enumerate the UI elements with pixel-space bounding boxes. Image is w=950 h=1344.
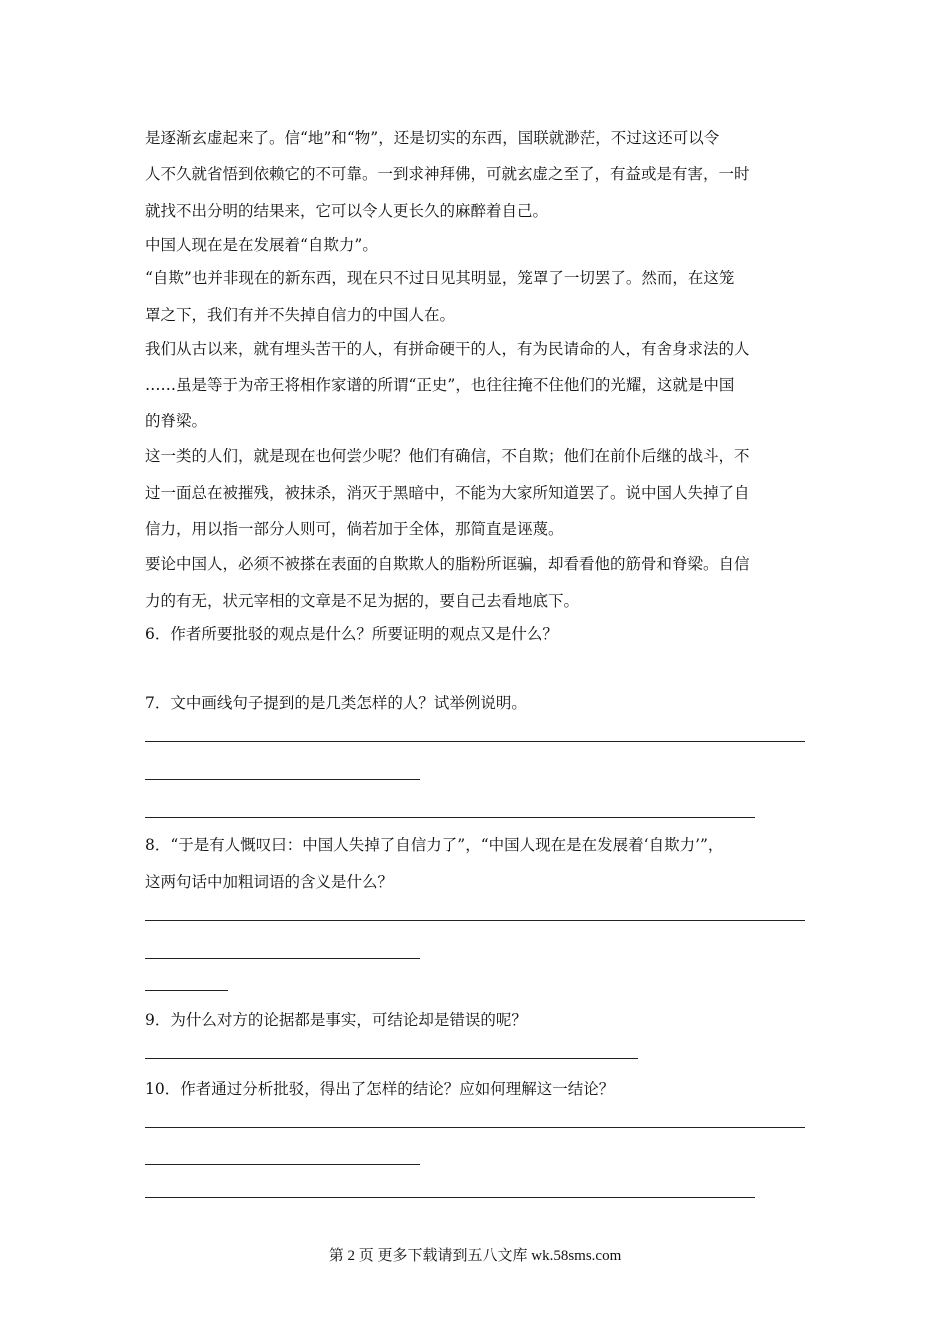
passage-line: 力的有无，状元宰相的文章是不足为据的，要自己去看地底下。 (145, 592, 580, 610)
question-9: 9．为什么对方的论据都是事实，可结论却是错误的呢？ (145, 1011, 527, 1029)
answer-line[interactable] (145, 1164, 420, 1165)
answer-line[interactable] (145, 990, 228, 991)
passage-line: 要论中国人，必须不被搽在表面的自欺欺人的脂粉所诓骗，却看看他的筋骨和脊梁。自信 (145, 555, 750, 573)
question-8-continued: 这两句话中加粗词语的含义是什么？ (145, 873, 394, 891)
page-footer: 第 2 页 更多下载请到五八文库 wk.58sms.com (328, 1248, 622, 1264)
passage-line: 信力，用以指一部分人则可，倘若加于全体，那简直是诬蔑。 (145, 520, 564, 538)
passage-line: 是逐渐玄虚起来了。信“地”和“物”，还是切实的东西，国联就渺茫，不过这还可以令 (145, 129, 720, 147)
answer-line[interactable] (145, 1058, 638, 1059)
answer-line[interactable] (145, 779, 420, 780)
question-7: 7．文中画线句子提到的是几类怎样的人？试举例说明。 (145, 694, 527, 712)
passage-line: 我们从古以来，就有埋头苦干的人，有拼命硬干的人，有为民请命的人，有舍身求法的人 (145, 340, 750, 358)
passage-line: 罩之下，我们有并不失掉自信力的中国人在。 (145, 306, 456, 324)
question-6: 6．作者所要批驳的观点是什么？所要证明的观点又是什么？ (145, 625, 558, 643)
passage-line: 就找不出分明的结果来，它可以令人更长久的麻醉着自己。 (145, 202, 549, 220)
passage-line: ……虽是等于为帝王将相作家谱的所谓“正史”，也往往掩不住他们的光耀，这就是中国 (145, 376, 735, 394)
answer-line[interactable] (145, 817, 755, 818)
passage-line: “自欺”也并非现在的新东西，现在只不过日见其明显，笼罩了一切罢了。然而，在这笼 (145, 269, 735, 287)
passage-line: 这一类的人们，就是现在也何尝少呢？他们有确信，不自欺；他们在前仆后继的战斗，不 (145, 447, 750, 465)
answer-line[interactable] (145, 1127, 805, 1128)
answer-line[interactable] (145, 1197, 755, 1198)
answer-line[interactable] (145, 741, 805, 742)
question-10: 10．作者通过分析批驳，得出了怎样的结论？应如何理解这一结论？ (145, 1080, 615, 1098)
passage-line: 过一面总在被摧残，被抹杀，消灭于黑暗中，不能为大家所知道罢了。说中国人失掉了自 (145, 484, 750, 502)
passage-line: 人不久就省悟到依赖它的不可靠。一到求神拜佛，可就玄虚之至了，有益或是有害，一时 (145, 165, 750, 183)
question-8: 8．“于是有人慨叹曰：中国人失掉了自信力了”，“中国人现在是在发展着‘自欺力’”， (145, 836, 724, 854)
passage-line: 的脊梁。 (145, 412, 208, 430)
answer-line[interactable] (145, 920, 805, 921)
passage-line: 中国人现在是在发展着“自欺力”。 (145, 236, 378, 254)
answer-line[interactable] (145, 958, 420, 959)
